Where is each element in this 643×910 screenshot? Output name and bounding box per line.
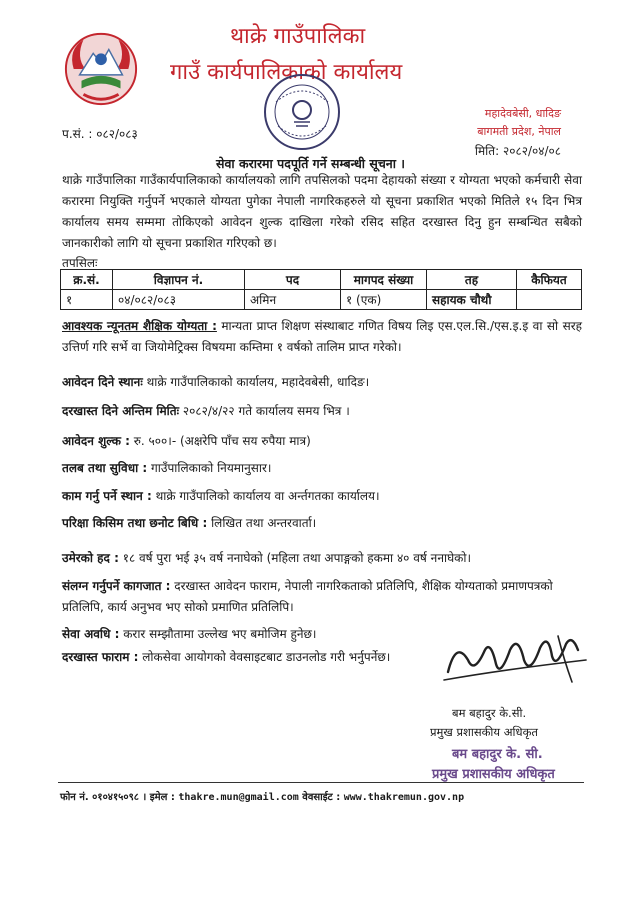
table-header-cell: कैफियत	[517, 270, 582, 290]
table-cell	[517, 290, 582, 310]
detail-text: करार सम्झौतामा उल्लेख भए बमोजिम हुनेछ।	[123, 627, 317, 641]
table-header-row	[61, 270, 582, 290]
stamp-designation: प्रमुख प्रशासकीय अधिकृत	[432, 767, 555, 782]
email-label: इमेल :	[149, 792, 175, 803]
detail-text: गाउँपालिकाको नियमानुसार।	[151, 461, 272, 475]
qualification-label: आवश्यक न्यूनतम शैक्षिक योग्यता :	[62, 319, 217, 333]
table-header-cell: विज्ञापन नं.	[113, 270, 245, 290]
detail-item	[62, 458, 582, 479]
detail-text: दरखास्त आवेदन फाराम, नेपाली नागरिकताको प्रतिलिपि, शैक्षिक योग्यताको प्रमाणपत्रको प्रतिलिपि, कार्य अनुभव भए सोको प्रमाणित प्रतिलिपि।	[62, 579, 553, 614]
detail-item	[62, 624, 442, 645]
handwritten-signature	[440, 630, 590, 690]
address-line-2: बागमती प्रदेश, नेपाल	[477, 125, 561, 138]
detail-label: उमेरको हद :	[62, 551, 119, 565]
nepal-emblem-icon	[62, 30, 140, 108]
detail-label: सेवा अवधि :	[62, 627, 120, 641]
table-cell: सहायक चौथौ	[427, 290, 517, 310]
detail-label: तलब तथा सुविधा :	[62, 461, 148, 475]
reference-number: प.सं. : ०८२/०८३	[62, 127, 138, 141]
detail-text: रु. ५००।- (अक्षरेपि पाँच सय रुपैया मात्र)	[133, 434, 311, 448]
detail-label: दरखास्त दिने अन्तिम मितिः	[62, 404, 180, 418]
phone-number: ०१०४१५०९८	[92, 792, 139, 803]
detail-text: थाक्रे गाउँपालिको कार्यालय वा अर्न्तगतका कार्यालय।	[155, 489, 380, 503]
detail-item	[62, 486, 582, 507]
detail-label: काम गर्नु पर्ने स्थान :	[62, 489, 152, 503]
qualification	[62, 316, 582, 358]
email-link[interactable]: thakre.mun@gmail.com	[178, 792, 299, 803]
detail-text: थाक्रे गाउँपालिकाको कार्यालय, महादेवबेसी, धादिङ।	[146, 375, 370, 389]
phone-label: फोन नं.	[60, 792, 89, 803]
detail-item	[62, 647, 442, 668]
org-name: थाक्रे गाउँपालिका	[230, 24, 366, 49]
notice-heading: सेवा करारमा पदपूर्ति गर्ने सम्बन्धी सूचना ।	[216, 156, 406, 171]
table-cell: अमिन	[245, 290, 341, 310]
table-header-cell: तह	[427, 270, 517, 290]
table-header-cell: क्र.सं.	[61, 270, 113, 290]
detail-label: आवेदन दिने स्थानः	[62, 375, 143, 389]
detail-label: परिक्षा किसिम तथा छनोट बिधि :	[62, 516, 208, 530]
table-row	[61, 290, 582, 310]
table-cell: १ (एक)	[341, 290, 427, 310]
detail-label: संलग्न गर्नुपर्ने कागजात :	[62, 579, 171, 593]
table-cell: ०४/०८२/०८३	[113, 290, 245, 310]
issue-date: मिति: २०८२/०४/०८	[474, 144, 561, 158]
notice-intro: थाक्रे गाउँपालिका गाउँकार्यपालिकाको कार्यालयको लागि तपसिलको पदमा देहायको संख्या र योग्यता भएको कर्मचारी सेवा करारमा नियुक्ति गर्नुपर्ने भएकाले योग्यता पुगेका नेपाली नागरिकहरुले यो सूचना प्रकाशित भएको मितिले १५ दिन भित्र कार्यालय समय सम्ममा तोकिएको आवेदन शुल्क दाखिला गरेको रसिद सहित दरखास्त दिनु हुन सम्बन्धित सबैको जानकारीको लागि यो सूचना प्रकाशित गरिएको छ।	[62, 173, 582, 250]
detail-item	[62, 372, 582, 393]
detail-item	[62, 548, 582, 569]
detail-text: लिखित तथा अन्तरवार्ता।	[211, 516, 317, 530]
qualification-text: मान्यता प्राप्त शिक्षण संस्थाबाट गणित विषय लिइ एस.एल.सि./एस.इ.इ वा सो सरह उत्तिर्ण गरि सर्भे वा जियोमेट्रिक्स विषयमा कम्तिमा १ वर्षको तालिम प्राप्त गरेको।	[62, 319, 582, 354]
table-header-cell: पद	[245, 270, 341, 290]
footer-divider	[58, 782, 584, 783]
detail-item	[62, 431, 582, 452]
detail-text: २०८२/४/२२ गते कार्यालय समय भित्र ।	[182, 404, 350, 418]
website-label: वेवसाईट :	[302, 792, 341, 803]
detail-text: १८ वर्ष पुरा भई ३५ वर्ष ननाघेको (महिला तथा अपाङ्गको हकमा ४० वर्ष ननाघेको।	[122, 551, 472, 565]
detail-text: लोकसेवा आयोगको वेवसाइटबाट डाउनलोड गरी भर्नुपर्नेछ।	[142, 650, 391, 664]
office-name: गाउँ कार्यपालिकाको कार्यालय	[170, 60, 403, 85]
signatory-designation: प्रमुख प्रशासकीय अधिकृत	[430, 725, 538, 739]
footer-contact: फोन नं. ०१०४१५०९८ । इमेल : thakre.mun@gmail.com वेवसाईट : www.thakremun.gov.np	[60, 792, 465, 803]
detail-item	[62, 513, 582, 534]
stamp-name: बम बहादुर के. सी.	[452, 747, 543, 762]
detail-label: आवेदन शुल्क :	[62, 434, 130, 448]
office-seal-stamp	[262, 72, 342, 152]
address-line-1: महादेवबेसी, धादिङ	[484, 107, 561, 120]
table-header-cell: मागपद संख्या	[341, 270, 427, 290]
detail-item	[62, 576, 582, 618]
signatory-name: बम बहादुर के.सी.	[452, 706, 527, 720]
table-cell: १	[61, 290, 113, 310]
vacancy-table	[60, 269, 582, 310]
detail-label: दरखास्त फाराम :	[62, 650, 139, 664]
detail-item	[62, 401, 582, 422]
website-link[interactable]: www.thakremun.gov.np	[343, 792, 465, 803]
table-label: तपसिलः	[62, 256, 98, 270]
